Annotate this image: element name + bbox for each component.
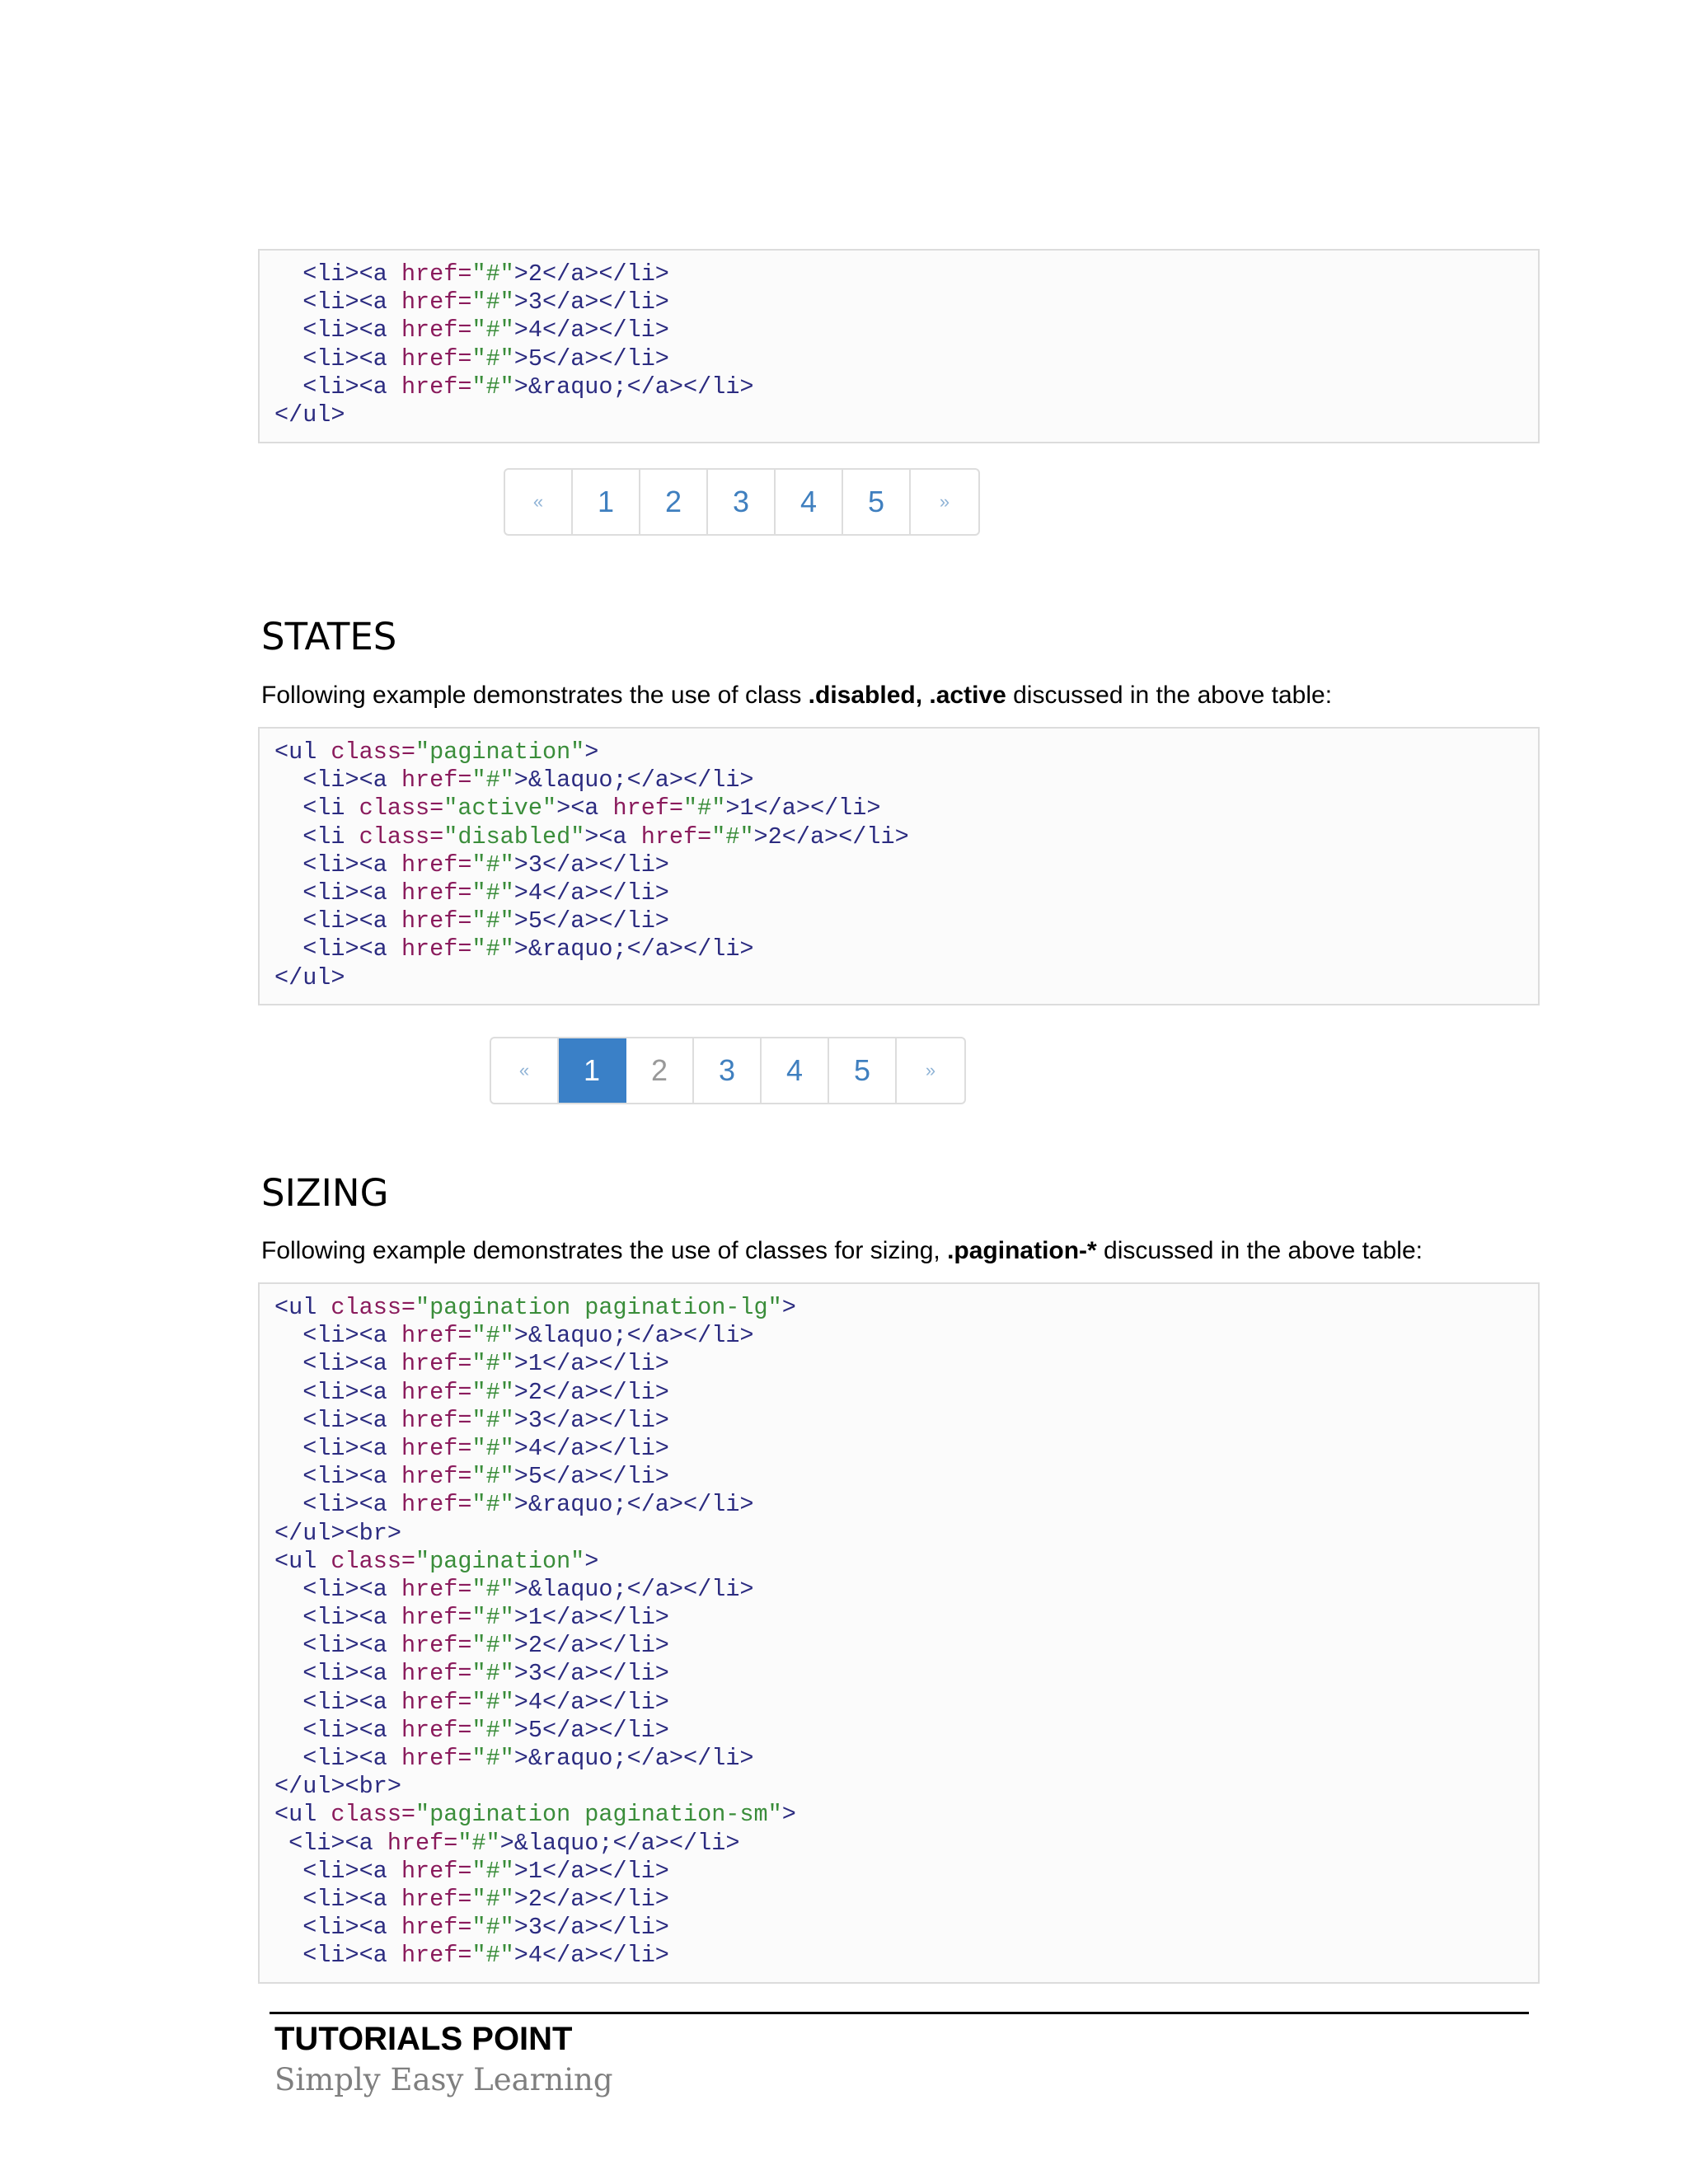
code-line	[274, 1491, 1523, 1519]
code-token: href=	[387, 1857, 472, 1885]
code-line	[274, 1632, 1523, 1660]
code-token: <li><a	[302, 316, 387, 344]
previous-page-link: «	[491, 1038, 559, 1103]
code-token: <li><a	[302, 1716, 387, 1744]
next-page-link: »	[939, 491, 950, 512]
code-line	[274, 316, 1523, 344]
code-token: "#"	[471, 373, 514, 401]
code-line	[274, 1745, 1523, 1773]
code-token: <li><a	[302, 260, 387, 288]
code-token: "#"	[471, 766, 514, 794]
code-token: <ul	[274, 1801, 317, 1829]
code-token: "#"	[471, 1914, 514, 1942]
code-token: class=	[316, 1294, 416, 1321]
code-token: href=	[373, 1829, 458, 1857]
code-token: "active"	[443, 794, 557, 823]
code-token	[274, 1576, 302, 1603]
code-token: href=	[387, 344, 472, 373]
code-token: <li	[302, 823, 345, 851]
code-token: "#"	[457, 1829, 500, 1857]
code-token: <li><a	[302, 1575, 387, 1603]
code-line	[274, 1604, 1523, 1632]
code-token: >5</a></li>	[513, 344, 669, 373]
code-token: >&laquo;</a></li>	[513, 1575, 754, 1603]
code-token	[274, 373, 302, 401]
code-token: class=	[316, 1801, 416, 1829]
code-block-2	[258, 727, 1540, 1005]
code-token: <li><a	[302, 344, 387, 373]
code-token	[274, 345, 302, 373]
code-token: <li><a	[302, 1914, 387, 1942]
code-token: href=	[387, 1350, 472, 1378]
code-token	[274, 1660, 302, 1687]
code-token: </ul>	[274, 963, 345, 991]
states-description: Following example demonstrates the use of class .disabled, .active discussed in the above table:	[261, 682, 1333, 709]
code-line	[274, 1717, 1523, 1745]
code-line	[274, 794, 1523, 823]
code-token: "#"	[471, 1575, 514, 1603]
code-line	[274, 1773, 1523, 1801]
code-token: class=	[316, 1547, 416, 1575]
code-token: >1</a></li>	[513, 1350, 669, 1378]
code-token: "#"	[471, 344, 514, 373]
code-line	[274, 1886, 1523, 1914]
code-token: <li><a	[302, 1463, 387, 1491]
code-token: "#"	[471, 1434, 514, 1462]
code-token: class=	[345, 794, 444, 823]
code-token: <li><a	[302, 1604, 387, 1632]
code-line	[274, 879, 1523, 907]
code-token: >4</a></li>	[513, 1942, 669, 1970]
page-link-2: 2	[640, 470, 708, 534]
code-token: "#"	[471, 1350, 514, 1378]
code-token: >3</a></li>	[513, 1660, 669, 1688]
code-token: "#"	[471, 316, 514, 344]
page-link-5: 5	[843, 470, 911, 534]
code-token	[274, 1350, 302, 1377]
code-token: >3</a></li>	[513, 1406, 669, 1434]
code-token: >4</a></li>	[513, 879, 669, 907]
code-token: <li><a	[302, 907, 387, 935]
code-token: href=	[387, 1575, 472, 1603]
code-token: "#"	[471, 1857, 514, 1885]
code-line	[274, 1689, 1523, 1717]
code-token: >2</a></li>	[513, 1632, 669, 1660]
code-token	[274, 1914, 302, 1941]
code-token: <li><a	[302, 851, 387, 879]
code-token: "#"	[471, 879, 514, 907]
code-block-3	[258, 1282, 1540, 1984]
code-line	[274, 1548, 1523, 1576]
code-token: "disabled"	[443, 823, 585, 851]
code-token: "#"	[471, 1406, 514, 1434]
code-token	[274, 823, 302, 851]
code-token: </ul><br>	[274, 1773, 401, 1801]
code-token: <li><a	[302, 373, 387, 401]
code-token: "#"	[471, 1942, 514, 1970]
code-token: href=	[387, 766, 472, 794]
code-token	[274, 1717, 302, 1744]
code-line	[274, 1858, 1523, 1886]
code-token: href=	[387, 1378, 472, 1406]
code-line	[274, 823, 1523, 851]
code-token: "#"	[471, 1660, 514, 1688]
code-token: "pagination"	[415, 1547, 585, 1575]
code-line	[274, 1435, 1523, 1463]
code-token: ><a	[556, 794, 599, 823]
code-token: >4</a></li>	[513, 316, 669, 344]
code-token: >&laquo;</a></li>	[513, 1322, 754, 1350]
code-token: href=	[387, 1491, 472, 1519]
footer-divider	[270, 2012, 1529, 2014]
code-token: >2</a></li>	[513, 1378, 669, 1406]
code-token: <li><a	[302, 1350, 387, 1378]
code-token	[274, 766, 302, 794]
code-token: >	[781, 1801, 796, 1829]
code-token	[274, 1858, 302, 1885]
code-token: <li><a	[302, 1660, 387, 1688]
code-line	[274, 935, 1523, 963]
code-token: >1</a></li>	[513, 1857, 669, 1885]
code-token: <li><a	[302, 288, 387, 316]
code-token: "#"	[471, 907, 514, 935]
code-token: >&raquo;</a></li>	[513, 1745, 754, 1772]
code-token: <li><a	[302, 1942, 387, 1970]
code-token: href=	[598, 794, 684, 823]
code-token: <li><a	[302, 1378, 387, 1406]
code-token: href=	[387, 288, 472, 316]
code-token: <li><a	[302, 879, 387, 907]
code-token: "#"	[471, 1716, 514, 1744]
code-token	[274, 794, 302, 822]
code-token: >1</a></li>	[725, 794, 881, 823]
page-link-4: 4	[776, 470, 843, 534]
code-token: href=	[387, 907, 472, 935]
code-token	[274, 851, 302, 879]
code-token: href=	[387, 1942, 472, 1970]
code-token: >&raquo;</a></li>	[513, 935, 754, 963]
code-token: >5</a></li>	[513, 1716, 669, 1744]
code-token: >&laquo;</a></li>	[499, 1829, 740, 1857]
code-line	[274, 1294, 1523, 1322]
code-token: class=	[345, 823, 444, 851]
code-token	[274, 1632, 302, 1659]
code-line	[274, 1322, 1523, 1350]
code-line	[274, 1801, 1523, 1829]
code-token: <ul	[274, 1547, 317, 1575]
code-token: href=	[387, 1322, 472, 1350]
code-token: <li><a	[302, 1632, 387, 1660]
code-line	[274, 1520, 1523, 1548]
code-line	[274, 1350, 1523, 1378]
code-token: href=	[387, 1660, 472, 1688]
code-token: >4</a></li>	[513, 1688, 669, 1716]
code-token: "#"	[471, 288, 514, 316]
page-link-3: 3	[708, 470, 776, 534]
code-token: <li><a	[302, 1885, 387, 1913]
code-token: >2</a></li>	[513, 260, 669, 288]
code-token: href=	[387, 1463, 472, 1491]
code-line	[274, 345, 1523, 373]
code-token: >1</a></li>	[513, 1604, 669, 1632]
code-token: href=	[387, 1434, 472, 1462]
code-token: href=	[387, 260, 472, 288]
code-line	[274, 851, 1523, 879]
code-token: <li><a	[302, 1406, 387, 1434]
code-token: <li><a	[302, 1434, 387, 1462]
code-token: "#"	[711, 823, 754, 851]
states-heading: STATES	[261, 615, 397, 658]
code-token: >&laquo;</a></li>	[513, 766, 754, 794]
code-token: <li><a	[302, 1857, 387, 1885]
code-token: >3</a></li>	[513, 1914, 669, 1942]
code-token	[274, 1830, 288, 1857]
code-token: href=	[387, 935, 472, 963]
code-token: <li><a	[302, 1322, 387, 1350]
code-token	[274, 1745, 302, 1772]
code-line	[274, 1576, 1523, 1604]
sizing-description: Following example demonstrates the use of classes for sizing, .pagination-* discussed in the above table:	[261, 1237, 1423, 1264]
code-token: >2</a></li>	[513, 1885, 669, 1913]
code-token: >3</a></li>	[513, 851, 669, 879]
code-token	[274, 288, 302, 316]
code-token	[274, 1491, 302, 1518]
code-line	[274, 288, 1523, 316]
next-page-link: »	[925, 1060, 936, 1080]
code-token: "#"	[471, 1378, 514, 1406]
code-token: href=	[387, 316, 472, 344]
pagination-example-2	[490, 1037, 966, 1104]
code-token: </ul><br>	[274, 1519, 401, 1547]
code-token: >5</a></li>	[513, 907, 669, 935]
code-token: >5</a></li>	[513, 1463, 669, 1491]
code-token: >3</a></li>	[513, 288, 669, 316]
code-token: class=	[316, 738, 416, 766]
code-token: <li><a	[302, 935, 387, 963]
code-token: "#"	[471, 1745, 514, 1772]
code-token: <li><a	[302, 1688, 387, 1716]
code-token: <li><a	[288, 1829, 373, 1857]
code-token	[274, 1886, 302, 1913]
code-token	[274, 316, 302, 344]
code-token: <li><a	[302, 1745, 387, 1772]
code-token: >&raquo;</a></li>	[513, 1491, 754, 1519]
code-token: <ul	[274, 738, 317, 766]
code-line	[274, 1660, 1523, 1688]
code-token: <li	[302, 794, 345, 823]
page-link-1: 1	[573, 470, 640, 534]
page-link-2: 2	[626, 1038, 694, 1103]
code-token: <li><a	[302, 766, 387, 794]
code-token: "#"	[683, 794, 726, 823]
code-token: "#"	[471, 260, 514, 288]
page-link-3: 3	[694, 1038, 762, 1103]
code-line	[274, 1942, 1523, 1970]
code-token: href=	[387, 1745, 472, 1772]
code-token: href=	[387, 1688, 472, 1716]
code-token: "pagination pagination-sm"	[415, 1801, 782, 1829]
code-token	[274, 260, 302, 288]
code-line	[274, 907, 1523, 935]
code-token: href=	[387, 1914, 472, 1942]
page-link-5: 5	[829, 1038, 897, 1103]
code-token: "#"	[471, 1463, 514, 1491]
code-token: "pagination pagination-lg"	[415, 1294, 782, 1321]
previous-page-link: «	[505, 470, 573, 534]
code-token: href=	[387, 373, 472, 401]
code-token	[274, 1379, 302, 1406]
code-token: "pagination"	[415, 738, 585, 766]
page-link-1: 1	[559, 1038, 626, 1103]
code-token: href=	[387, 1406, 472, 1434]
code-token: >2</a></li>	[753, 823, 909, 851]
code-line	[274, 260, 1523, 288]
code-line	[274, 1830, 1523, 1858]
code-token: href=	[387, 851, 472, 879]
code-token	[274, 1407, 302, 1434]
footer-title: TUTORIALS POINT	[274, 2021, 573, 2057]
code-token: >4</a></li>	[513, 1434, 669, 1462]
code-token: "#"	[471, 1322, 514, 1350]
code-line	[274, 1379, 1523, 1407]
code-token	[274, 1322, 302, 1349]
code-block-1	[258, 249, 1540, 443]
code-token: >	[584, 738, 599, 766]
code-token: "#"	[471, 1491, 514, 1519]
code-token	[274, 1942, 302, 1969]
code-token: >&raquo;</a></li>	[513, 373, 754, 401]
code-token	[274, 1463, 302, 1490]
code-token: <li><a	[302, 1491, 387, 1519]
code-line	[274, 1463, 1523, 1491]
code-line	[274, 964, 1523, 992]
code-token: ><a	[584, 823, 627, 851]
code-line	[274, 1407, 1523, 1435]
code-line	[274, 766, 1523, 794]
code-token: href=	[387, 1604, 472, 1632]
code-token: href=	[387, 1716, 472, 1744]
code-token: "#"	[471, 1604, 514, 1632]
code-token: "#"	[471, 1885, 514, 1913]
code-token: <ul	[274, 1294, 317, 1321]
code-token: href=	[387, 1885, 472, 1913]
code-token: href=	[626, 823, 712, 851]
sizing-heading: SIZING	[261, 1171, 389, 1215]
code-line	[274, 373, 1523, 401]
code-token: "#"	[471, 935, 514, 963]
code-token: </ul>	[274, 401, 345, 429]
code-line	[274, 738, 1523, 766]
pagination-example-1	[504, 468, 980, 536]
code-token	[274, 907, 302, 935]
code-token: "#"	[471, 1688, 514, 1716]
code-token: >	[781, 1294, 796, 1321]
code-token: "#"	[471, 1632, 514, 1660]
footer-subtitle: Simply Easy Learning	[274, 2062, 613, 2097]
code-token	[274, 1604, 302, 1631]
code-token: href=	[387, 879, 472, 907]
page-link-4: 4	[762, 1038, 829, 1103]
code-token	[274, 1435, 302, 1462]
code-line	[274, 1914, 1523, 1942]
code-token: href=	[387, 1632, 472, 1660]
code-token: "#"	[471, 851, 514, 879]
code-token	[274, 879, 302, 907]
code-token: >	[584, 1547, 599, 1575]
code-token	[274, 1689, 302, 1716]
code-line	[274, 401, 1523, 429]
code-token	[274, 935, 302, 963]
